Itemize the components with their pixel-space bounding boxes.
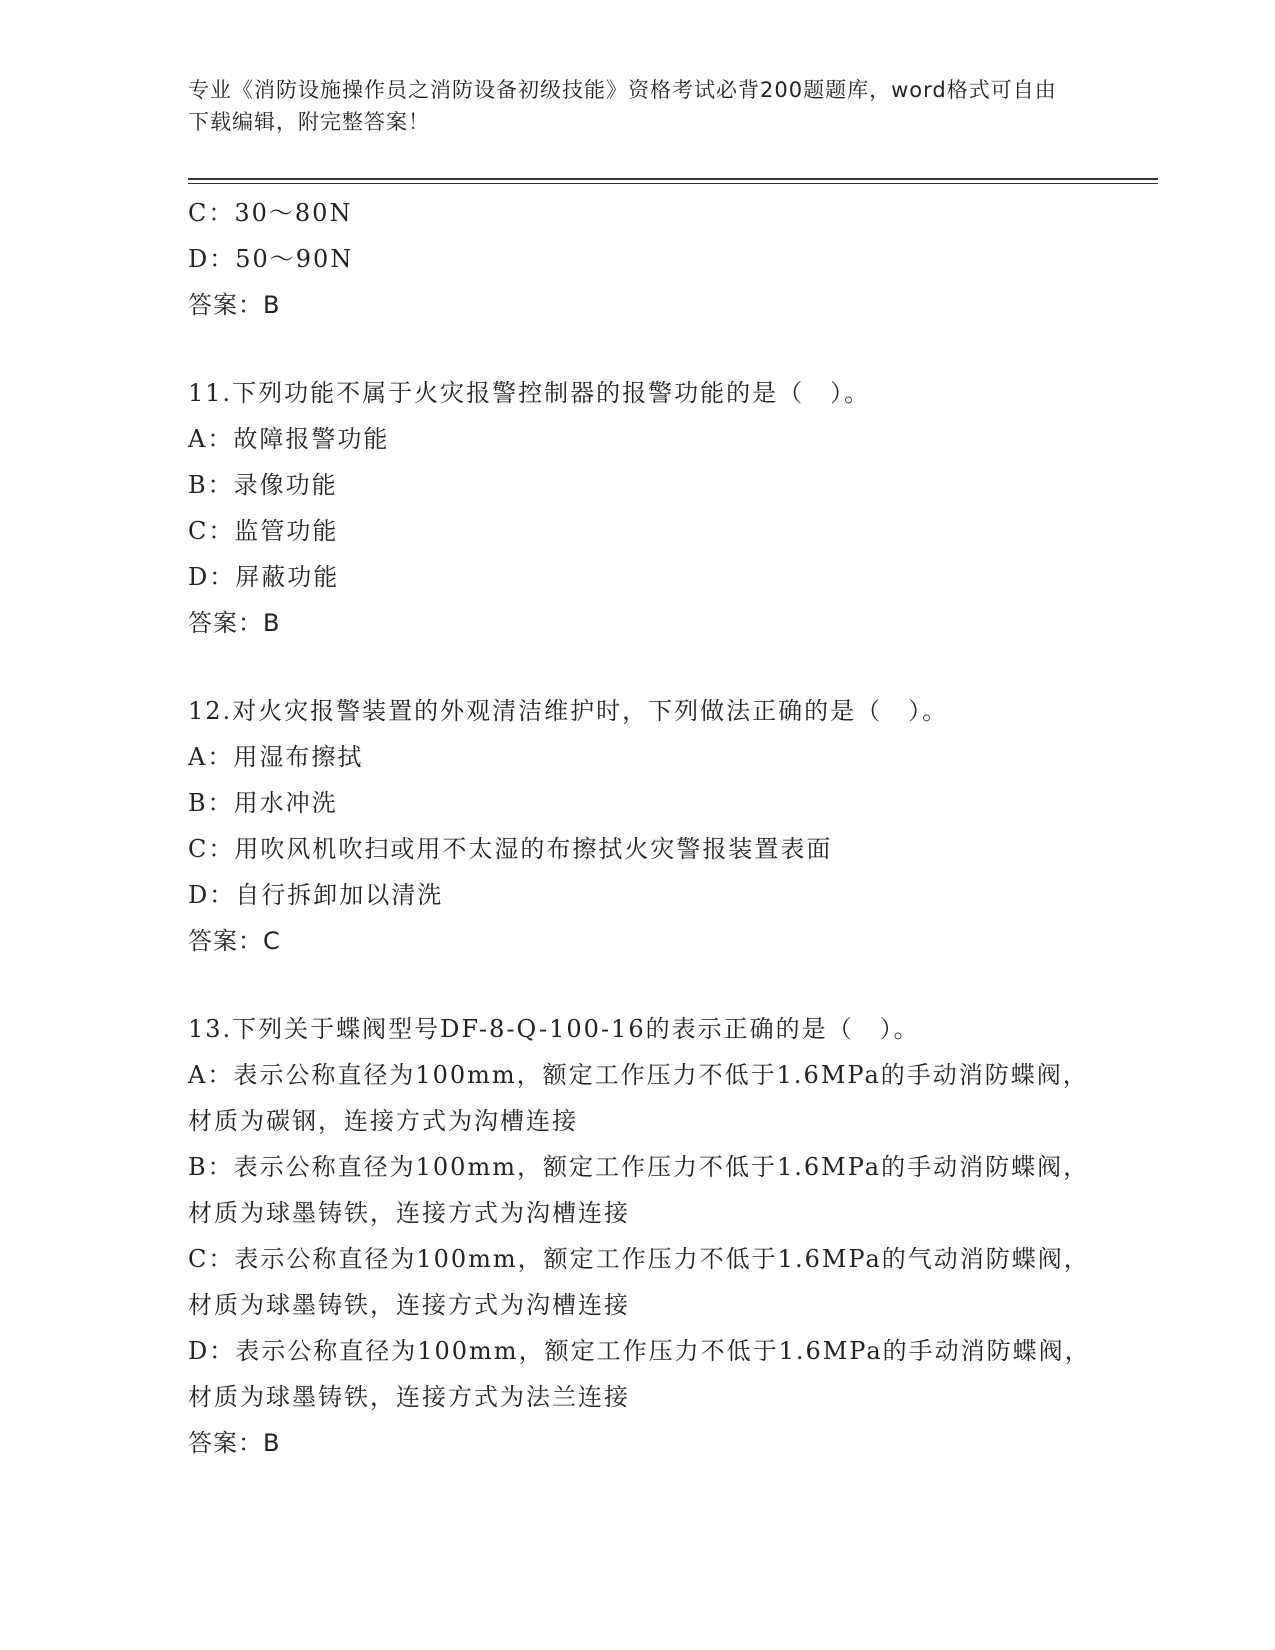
option-d: D：表示公称直径为100mm，额定工作压力不低于1.6MPa的手动消防蝶阀，材质为球墨铸铁，连接方式为法兰连接	[188, 1337, 1091, 1411]
question-12	[188, 688, 1108, 964]
option-d: D：50～90N	[188, 245, 354, 273]
answer-line: 答案：C	[188, 927, 281, 955]
option-a: A：故障报警功能	[188, 425, 390, 453]
question-text: 12.对火灾报警装置的外观清洁维护时，下列做法正确的是（ ）。	[188, 697, 949, 725]
option-b: B：表示公称直径为100mm，额定工作压力不低于1.6MPa的手动消防蝶阀，材质为球墨铸铁，连接方式为沟槽连接	[188, 1153, 1090, 1227]
document-body	[188, 190, 1108, 1466]
option-c: C：30～80N	[188, 199, 353, 227]
answer-line: 答案：B	[188, 609, 281, 637]
option-a: A：表示公称直径为100mm，额定工作压力不低于1.6MPa的手动消防蝶阀，材质为碳钢，连接方式为沟槽连接	[188, 1061, 1089, 1135]
option-d: D：屏蔽功能	[188, 563, 340, 591]
option-c: C：用吹风机吹扫或用不太湿的布擦拭火灾警报装置表面	[188, 835, 833, 863]
option-c: C：表示公称直径为100mm，额定工作压力不低于1.6MPa的气动消防蝶阀，材质为球墨铸铁，连接方式为沟槽连接	[188, 1245, 1090, 1319]
answer-line: 答案：B	[188, 291, 281, 319]
answer-line: 答案：B	[188, 1429, 281, 1457]
option-b: B：用水冲洗	[188, 789, 338, 817]
spacer	[188, 328, 1108, 370]
spacer	[188, 964, 1108, 1006]
spacer	[188, 646, 1108, 688]
option-c: C：监管功能	[188, 517, 339, 545]
option-a: A：用湿布擦拭	[188, 743, 364, 771]
question-11	[188, 370, 1108, 646]
question-text: 11.下列功能不属于火灾报警控制器的报警功能的是（ ）。	[188, 379, 871, 407]
question-10-continued	[188, 190, 1108, 328]
header-divider-thin	[188, 183, 1158, 184]
option-d: D：自行拆卸加以清洗	[188, 881, 444, 909]
question-13	[188, 1006, 1108, 1466]
header-divider-thick	[188, 178, 1158, 180]
question-text: 13.下列关于蝶阀型号DF-8-Q-100-16的表示正确的是（ ）。	[188, 1015, 920, 1043]
document-header: 专业《消防设施操作员之消防设备初级技能》资格考试必背200题题库，word格式可自由下载编辑，附完整答案！	[188, 78, 1057, 134]
option-b: B：录像功能	[188, 471, 338, 499]
